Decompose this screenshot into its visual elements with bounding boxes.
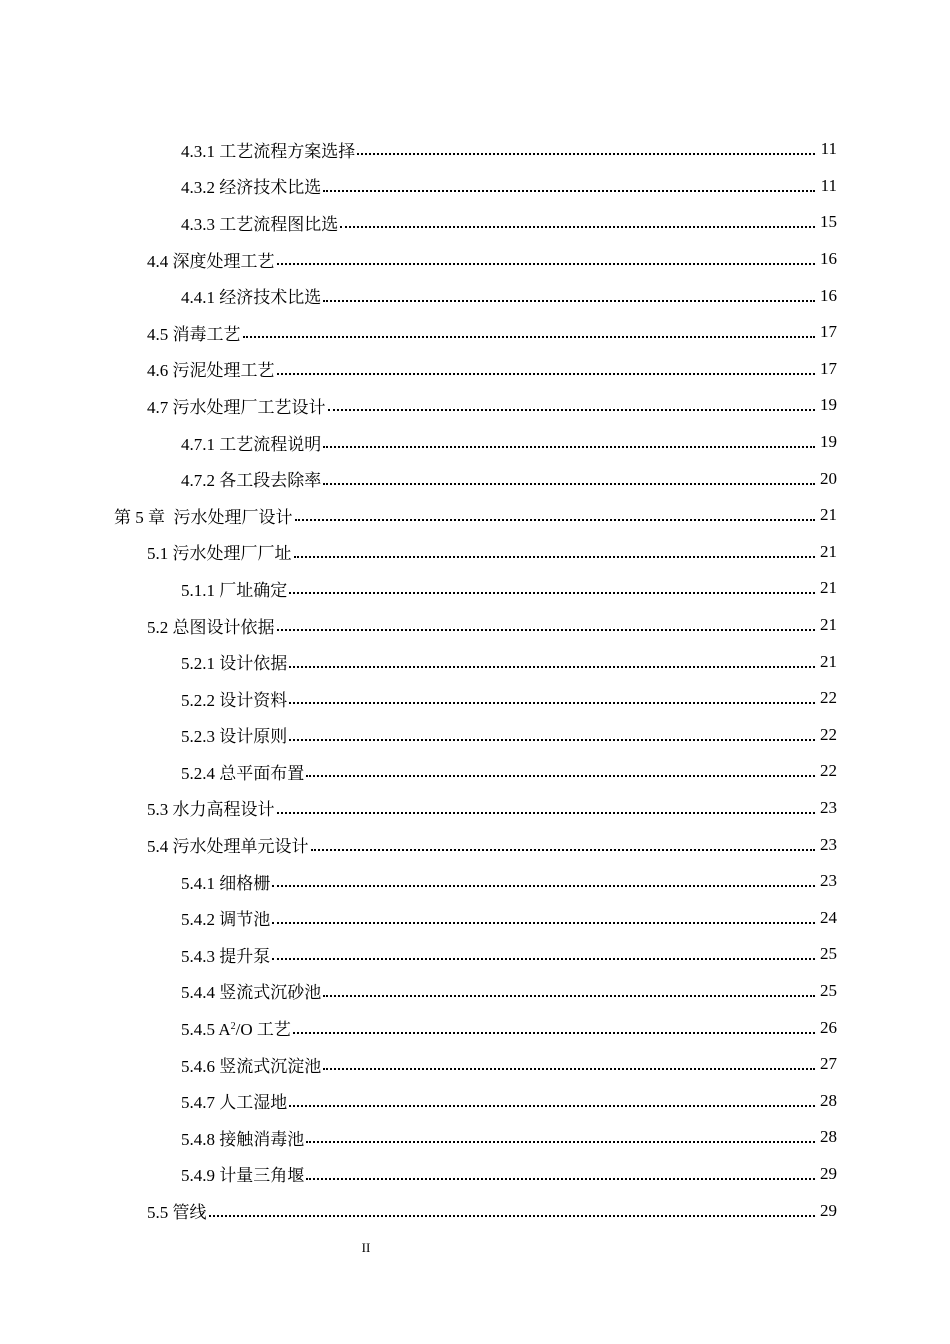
toc-entry-text: 竖流式沉淀池 xyxy=(219,1056,322,1076)
toc-entry-number: 4.4 xyxy=(147,251,173,271)
dot-leader xyxy=(328,409,816,411)
toc-entry[interactable] xyxy=(0,790,950,827)
toc-entry-text: 设计原则 xyxy=(219,727,288,747)
toc-entry[interactable] xyxy=(0,1082,950,1119)
dot-leader xyxy=(277,373,816,375)
toc-entry-page: 15 xyxy=(820,212,837,232)
toc-entry-text: 各工段去除率 xyxy=(219,471,322,491)
toc-entry-page: 29 xyxy=(820,1200,837,1220)
toc-entry-title xyxy=(181,466,321,491)
toc-entry[interactable] xyxy=(0,1156,950,1193)
toc-entry-title xyxy=(181,1088,287,1113)
dot-leader xyxy=(272,958,815,960)
toc-entry-text: 设计依据 xyxy=(219,654,288,674)
toc-entry-number: 5.2.1 xyxy=(181,654,220,674)
toc-entry-page: 21 xyxy=(820,541,837,561)
toc-entry-text: 工艺流程说明 xyxy=(219,434,322,454)
dot-leader xyxy=(277,812,816,814)
toc-entry-title xyxy=(147,393,326,418)
toc-entry-number: 5.1 xyxy=(147,544,173,564)
toc-entry-number: 5.3 xyxy=(147,800,173,820)
toc-entry-number: 5.5 xyxy=(147,1203,173,1223)
toc-entry-text: 接触消毒池 xyxy=(219,1129,305,1149)
toc-entry-page: 22 xyxy=(820,761,837,781)
toc-entry[interactable] xyxy=(0,387,950,424)
dot-leader xyxy=(293,1032,815,1034)
toc-entry-title xyxy=(181,173,321,198)
dot-leader xyxy=(323,190,815,192)
dot-leader xyxy=(294,556,816,558)
toc-entry-number: 5.4.2 xyxy=(181,910,220,930)
toc-entry[interactable] xyxy=(0,753,950,790)
toc-entry-title xyxy=(147,795,275,820)
dot-leader xyxy=(243,336,816,338)
dot-leader xyxy=(323,300,815,302)
toc-entry-text: 提升泵 xyxy=(219,946,271,966)
toc-entry-number: 4.6 xyxy=(147,361,173,381)
toc-entry-page: 26 xyxy=(820,1017,837,1037)
toc-entry[interactable] xyxy=(0,1046,950,1083)
toc-entry-number: 5.2.4 xyxy=(181,763,220,783)
toc-entry-page: 11 xyxy=(820,139,837,159)
toc-entry-number: 5.4.8 xyxy=(181,1129,220,1149)
toc-entry-page: 22 xyxy=(820,724,837,744)
toc-entry-page: 11 xyxy=(820,175,837,195)
dot-leader xyxy=(306,1141,815,1143)
toc-entry-text: 厂址确定 xyxy=(219,580,288,600)
toc-entry-text: 经济技术比选 xyxy=(219,288,322,308)
toc-entry-title xyxy=(181,649,287,674)
dot-leader xyxy=(272,885,815,887)
toc-entry-page: 20 xyxy=(820,468,837,488)
toc-entry[interactable] xyxy=(0,680,950,717)
toc-entry-page: 16 xyxy=(820,249,837,269)
toc-entry-number: 5.4.3 xyxy=(181,946,220,966)
toc-entry-page: 23 xyxy=(820,871,837,891)
toc-entry[interactable] xyxy=(0,936,950,973)
toc-entry-title xyxy=(147,247,275,272)
toc-entry-page: 29 xyxy=(820,1163,837,1183)
toc-entry-title xyxy=(181,1125,304,1150)
toc-entry-title xyxy=(181,1052,321,1077)
dot-leader xyxy=(272,922,815,924)
toc-entry-page: 22 xyxy=(820,688,837,708)
toc-entry-number: 5.4 xyxy=(147,837,173,857)
dot-leader xyxy=(323,1068,815,1070)
toc-entry-text: 工艺流程方案选择 xyxy=(219,141,356,161)
toc-entry-title xyxy=(181,869,270,894)
toc-entry-text: 水力高程设计 xyxy=(172,800,275,820)
toc-entry[interactable] xyxy=(0,497,950,534)
toc-entry-page: 27 xyxy=(820,1054,837,1074)
toc-entry-text: A xyxy=(218,1020,231,1040)
dot-leader xyxy=(209,1215,816,1217)
toc-entry-text: 总图设计依据 xyxy=(172,617,275,637)
toc-entry-number: 5.1.1 xyxy=(181,580,220,600)
toc-entry-page: 23 xyxy=(820,797,837,817)
toc-entry-text: 深度处理工艺 xyxy=(172,251,275,271)
toc-entry-title xyxy=(181,210,338,235)
toc-entry-number: 4.3.2 xyxy=(181,178,220,198)
toc-entry[interactable] xyxy=(0,277,950,314)
toc-entry-page: 28 xyxy=(820,1090,837,1110)
toc-entry-page: 21 xyxy=(820,615,837,635)
toc-entry-text: 总平面布置 xyxy=(219,763,305,783)
toc-entry-title xyxy=(147,832,309,857)
toc-entry-title xyxy=(147,1198,207,1223)
toc-entry-text: 竖流式沉砂池 xyxy=(219,983,322,1003)
toc-entry-number: 5.4.1 xyxy=(181,873,220,893)
toc-entry-title xyxy=(181,430,321,455)
toc-entry[interactable] xyxy=(0,314,950,351)
toc-entry[interactable] xyxy=(0,607,950,644)
dot-leader xyxy=(311,849,816,851)
toc-entry-text: 污水处理单元设计 xyxy=(172,837,309,857)
toc-entry-title xyxy=(147,539,292,564)
toc-entry[interactable] xyxy=(0,241,950,278)
toc-entry-title xyxy=(181,905,270,930)
toc-entry-number: 5.2.3 xyxy=(181,727,220,747)
toc-entry-number: 5.4.7 xyxy=(181,1093,220,1113)
toc-entry-number: 5.4.6 xyxy=(181,1056,220,1076)
toc-entry-title xyxy=(181,1015,291,1040)
toc-entry-page: 21 xyxy=(820,651,837,671)
toc-entry-title xyxy=(147,356,275,381)
toc-entry-title xyxy=(181,686,287,711)
dot-leader xyxy=(289,702,815,704)
toc-entry-number: 第 5 章 xyxy=(114,507,174,527)
toc-entry-text: 污泥处理工艺 xyxy=(172,361,275,381)
toc-entry-title xyxy=(114,503,293,528)
toc-entry-text: 管线 xyxy=(172,1203,207,1223)
dot-leader xyxy=(323,446,815,448)
toc-entry-page: 25 xyxy=(820,980,837,1000)
toc-entry-number: 5.4.9 xyxy=(181,1166,220,1186)
toc-entry-superscript: 2 xyxy=(230,1021,236,1033)
toc-entry-number: 4.7.2 xyxy=(181,471,220,491)
toc-entry[interactable] xyxy=(0,351,950,388)
toc-entry-text: 人工湿地 xyxy=(219,1093,288,1113)
dot-leader xyxy=(357,153,815,155)
toc-entry-page: 25 xyxy=(820,944,837,964)
toc-entry-text: 细格栅 xyxy=(219,873,271,893)
dot-leader xyxy=(289,592,815,594)
toc-entry[interactable] xyxy=(0,534,950,571)
dot-leader xyxy=(277,263,816,265)
toc-entry-page: 17 xyxy=(820,322,837,342)
toc-entry-text: 污水处理厂工艺设计 xyxy=(172,397,326,417)
toc-entry-number: 4.4.1 xyxy=(181,288,220,308)
toc-entry[interactable] xyxy=(0,973,950,1010)
toc-entry-title xyxy=(181,942,270,967)
toc-entry[interactable] xyxy=(0,643,950,680)
toc-entry-page: 23 xyxy=(820,834,837,854)
toc-entry-page: 24 xyxy=(820,907,837,927)
dot-leader xyxy=(289,739,815,741)
toc-entry-text: 调节池 xyxy=(219,910,271,930)
toc-entry-page: 28 xyxy=(820,1127,837,1147)
toc-entry-number: 4.3.1 xyxy=(181,141,220,161)
toc-entry-page: 17 xyxy=(820,358,837,378)
dot-leader xyxy=(289,1105,815,1107)
toc-entry-number: 5.2.2 xyxy=(181,690,220,710)
toc-entry[interactable] xyxy=(0,826,950,863)
dot-leader xyxy=(277,629,816,631)
toc-entry-number: 4.5 xyxy=(147,324,173,344)
toc-entry-page: 21 xyxy=(820,505,837,525)
toc-entry-text: 设计资料 xyxy=(219,690,288,710)
dot-leader xyxy=(295,519,816,521)
toc-entry-title xyxy=(181,576,287,601)
toc-entry[interactable] xyxy=(0,899,950,936)
toc-entry-text: 污水处理厂设计 xyxy=(173,507,293,527)
toc-entry[interactable] xyxy=(0,1119,950,1156)
toc-entry[interactable] xyxy=(0,204,950,241)
toc-entry-title xyxy=(181,283,321,308)
dot-leader xyxy=(306,1178,815,1180)
toc-entry-number: 4.7.1 xyxy=(181,434,220,454)
toc-entry-title xyxy=(181,722,287,747)
dot-leader xyxy=(323,483,815,485)
toc-entry-page: 16 xyxy=(820,285,837,305)
toc-entry-text-suffix: /O 工艺 xyxy=(235,1020,291,1040)
toc-entry[interactable] xyxy=(0,131,950,168)
toc-entry-text: 污水处理厂厂址 xyxy=(172,544,292,564)
toc-entry-number: 5.4.4 xyxy=(181,983,220,1003)
toc-entry[interactable] xyxy=(0,717,950,754)
toc-entry-title xyxy=(147,320,241,345)
toc-entry-page: 19 xyxy=(820,395,837,415)
toc-entry-text: 计量三角堰 xyxy=(219,1166,305,1186)
page-number: II xyxy=(361,1240,371,1255)
dot-leader xyxy=(306,775,815,777)
toc-entry-title xyxy=(147,613,275,638)
toc-entry-title xyxy=(181,978,321,1003)
dot-leader xyxy=(323,995,815,997)
toc-entry[interactable] xyxy=(0,424,950,461)
toc-entry[interactable] xyxy=(0,863,950,900)
toc-entry-number: 5.2 xyxy=(147,617,173,637)
toc-entry-page: 19 xyxy=(820,432,837,452)
toc-entry-text: 经济技术比选 xyxy=(219,178,322,198)
toc-entry[interactable] xyxy=(0,168,950,205)
toc-entry-title xyxy=(181,1161,304,1186)
toc-entry[interactable] xyxy=(0,570,950,607)
dot-leader xyxy=(340,226,815,228)
toc-entry-text: 工艺流程图比选 xyxy=(219,214,339,234)
toc-entry-number: 5.4.5 xyxy=(181,1020,219,1040)
toc-entry-title xyxy=(181,137,355,162)
table-of-contents xyxy=(0,131,950,1229)
toc-entry-number: 4.3.3 xyxy=(181,214,220,234)
toc-entry[interactable] xyxy=(0,460,950,497)
toc-entry-page: 21 xyxy=(820,578,837,598)
toc-entry[interactable] xyxy=(0,1192,950,1229)
dot-leader xyxy=(289,666,815,668)
toc-entry[interactable] xyxy=(0,1009,950,1046)
toc-entry-text: 消毒工艺 xyxy=(172,324,241,344)
toc-entry-title xyxy=(181,759,304,784)
toc-entry-number: 4.7 xyxy=(147,397,173,417)
